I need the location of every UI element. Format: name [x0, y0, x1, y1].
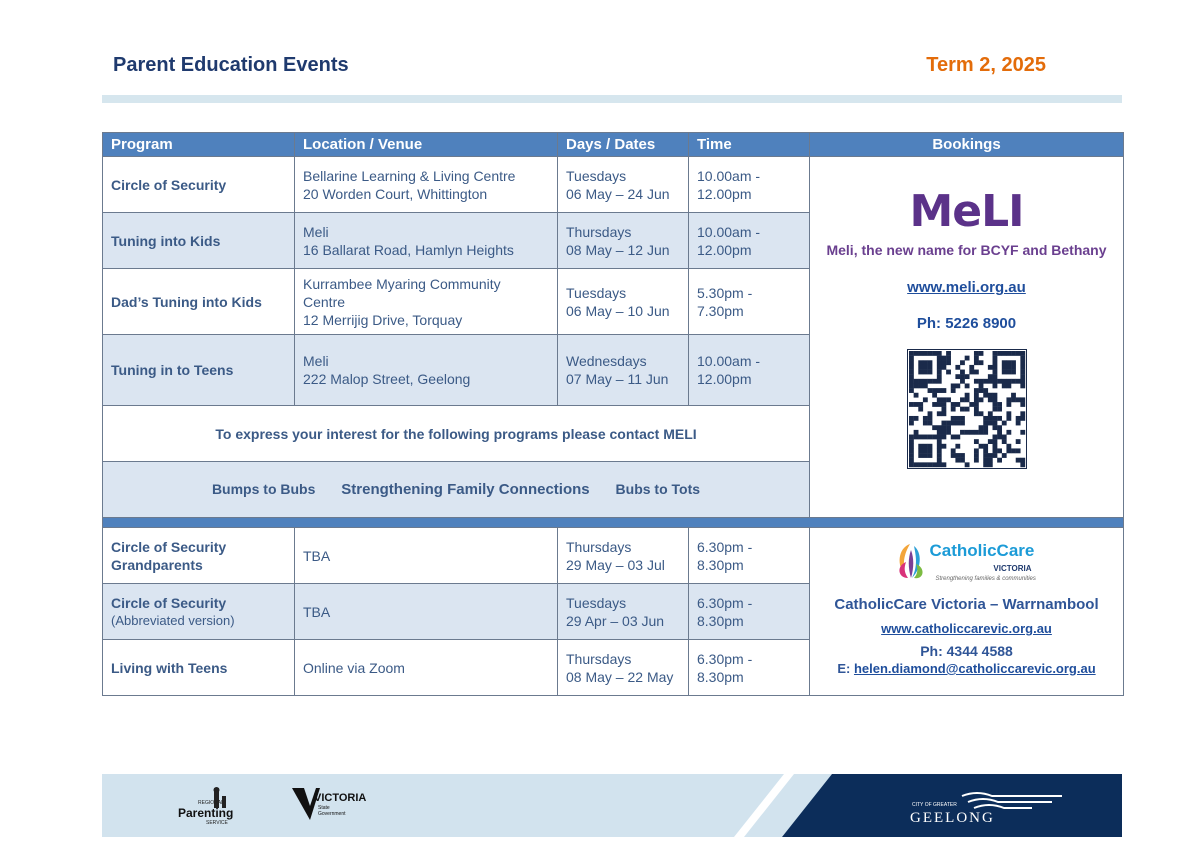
meli-logo: MeLI: [909, 186, 1024, 237]
col-time: Time: [689, 133, 810, 157]
section-divider: [103, 518, 1124, 528]
time-line: 8.30pm: [697, 668, 744, 685]
day-line: Tuesdays: [566, 594, 627, 611]
dates: [558, 584, 689, 640]
date-line: 29 May – 03 Jul: [566, 556, 665, 573]
dates: [558, 640, 689, 696]
time-line: 12.00pm: [697, 241, 752, 258]
venue-line: 222 Malop Street, Geelong: [303, 371, 471, 387]
venue: TBA: [295, 584, 558, 640]
day-line: Thursdays: [566, 538, 632, 555]
time-line: 6.30pm -: [697, 538, 753, 555]
time: [689, 213, 810, 269]
time: [689, 157, 810, 213]
time: [689, 584, 810, 640]
catholiccare-logo-sub: VICTORIA: [993, 564, 1032, 573]
time-line: 10.00am -: [697, 223, 761, 240]
time-line: 5.30pm -: [697, 284, 753, 301]
program-line: Circle of Security: [111, 538, 227, 555]
venue-line: 20 Worden Court, Whittington: [303, 185, 488, 202]
day-line: Tuesdays: [566, 167, 627, 184]
geelong-small-text: CITY OF GREATER: [912, 802, 957, 808]
time-line: 12.00pm: [697, 185, 752, 202]
venue-line: 12 Merrijig Drive, Torquay: [303, 311, 463, 328]
program-name: [103, 584, 295, 640]
date-line: 07 May – 11 Jun: [566, 371, 669, 387]
day-line: Wednesdays: [566, 353, 647, 369]
time: [689, 335, 810, 406]
venue-line: 16 Ballarat Road, Hamlyn Heights: [303, 241, 514, 258]
venue-line: Meli: [303, 353, 329, 369]
meli-tagline: Meli, the new name for BCYF and Bethany: [826, 242, 1107, 258]
time-line: 10.00am -: [697, 167, 761, 184]
interest-note: To express your interest for the following programs please contact MELI: [103, 406, 810, 462]
meli-booking-cell: [810, 157, 1124, 518]
venue-line: Meli: [303, 223, 329, 240]
email-prefix: E:: [837, 661, 854, 676]
venue: [295, 213, 558, 269]
program-name: [103, 528, 295, 584]
geelong-name-text: GEELONG: [910, 810, 995, 826]
divider-bar: [103, 518, 1124, 528]
dates: [558, 157, 689, 213]
program-bumps-to-bubs: Bumps to Bubs: [211, 481, 316, 497]
venue: [295, 269, 558, 335]
geelong-logo: [892, 784, 1072, 828]
dates: [558, 213, 689, 269]
date-line: 08 May – 22 May: [566, 668, 674, 685]
vic-name-text: VICTORIA: [314, 792, 367, 804]
rp-small-text: REGIONAL: [198, 800, 224, 806]
catholiccare-email-link[interactable]: helen.diamond@catholiccarevic.org.au: [853, 661, 1096, 676]
catholiccare-email: [818, 660, 1115, 678]
catholiccare-logo: [892, 538, 1042, 582]
catholiccare-phone: Ph: 4344 4588: [920, 643, 1013, 659]
footer-stripe: [734, 774, 794, 837]
table-header-row: [103, 133, 1124, 157]
program-strengthening-family: Strengthening Family Connections: [341, 481, 590, 498]
day-line: Thursdays: [566, 650, 632, 667]
events-table: [102, 132, 1124, 696]
venue-line: Centre: [303, 293, 346, 310]
venue-line: Kurrambee Myaring Community: [303, 275, 501, 292]
venue: [295, 157, 558, 213]
qr-code-graphic: [907, 349, 1027, 469]
dates: [558, 528, 689, 584]
regional-parenting-logo: [178, 786, 238, 828]
program-subtitle: (Abbreviated version): [111, 612, 235, 628]
date-line: 06 May – 24 Jun: [566, 185, 670, 202]
vic-sub-text-2: Government: [318, 811, 346, 817]
col-dates: Days / Dates: [558, 133, 689, 157]
catholiccare-logo-name: CatholicCare: [929, 541, 1035, 560]
time-line: 10.00am -: [697, 353, 761, 369]
qr-code-icon: [907, 349, 1027, 469]
program-name: Tuning in to Teens: [103, 335, 295, 406]
time-line: 8.30pm: [697, 612, 744, 629]
footer-banner: [102, 774, 1122, 837]
venue: [295, 335, 558, 406]
header-divider: [102, 95, 1122, 103]
term-label: Term 2, 2025: [926, 54, 1046, 76]
date-line: 08 May – 12 Jun: [566, 241, 670, 258]
day-line: Tuesdays: [566, 284, 627, 301]
time-line: 12.00pm: [697, 371, 752, 387]
venue-line: Bellarine Learning & Living Centre: [303, 167, 516, 184]
catholiccare-website-link[interactable]: www.catholiccarevic.org.au: [881, 621, 1052, 636]
rp-name-text: Parenting: [178, 806, 234, 820]
rp-sub-text: SERVICE: [206, 820, 228, 826]
col-bookings: Bookings: [810, 133, 1124, 157]
catholiccare-booking-cell: [810, 528, 1124, 696]
meli-phone: Ph: 5226 8900: [916, 315, 1017, 332]
program-bubs-to-tots: Bubs to Tots: [615, 481, 701, 497]
meli-website-link[interactable]: www.meli.org.au: [907, 279, 1026, 296]
interest-programs: [103, 462, 810, 518]
venue: Online via Zoom: [295, 640, 558, 696]
page-title: Parent Education Events: [113, 54, 349, 76]
program-name: Tuning into Kids: [103, 213, 295, 269]
date-line: 06 May – 10 Jun: [566, 302, 670, 319]
date-line: 29 Apr – 03 Jun: [566, 612, 665, 629]
program-line: Grandparents: [111, 556, 203, 573]
day-line: Thursdays: [566, 223, 632, 240]
col-program: Program: [103, 133, 295, 157]
program-name: Circle of Security: [103, 157, 295, 213]
time-line: 6.30pm -: [697, 594, 753, 611]
time: [689, 640, 810, 696]
table-row: [103, 528, 1124, 584]
time-line: 6.30pm -: [697, 650, 753, 667]
time: [689, 528, 810, 584]
program-name: Dad’s Tuning into Kids: [103, 269, 295, 335]
vic-sub-text-1: State: [318, 805, 330, 811]
dates: [558, 269, 689, 335]
victoria-government-logo: [290, 786, 367, 824]
time: [689, 269, 810, 335]
table-row: [103, 157, 1124, 213]
catholiccare-logo-tag: Strengthening families & communities: [935, 576, 1036, 582]
dates: [558, 335, 689, 406]
catholiccare-name: CatholicCare Victoria – Warrnambool: [834, 596, 1099, 613]
col-location: Location / Venue: [295, 133, 558, 157]
time-line: 8.30pm: [697, 556, 744, 573]
time-line: 7.30pm: [697, 302, 744, 319]
venue: TBA: [295, 528, 558, 584]
program-line: Circle of Security: [111, 594, 227, 611]
program-name: Living with Teens: [103, 640, 295, 696]
